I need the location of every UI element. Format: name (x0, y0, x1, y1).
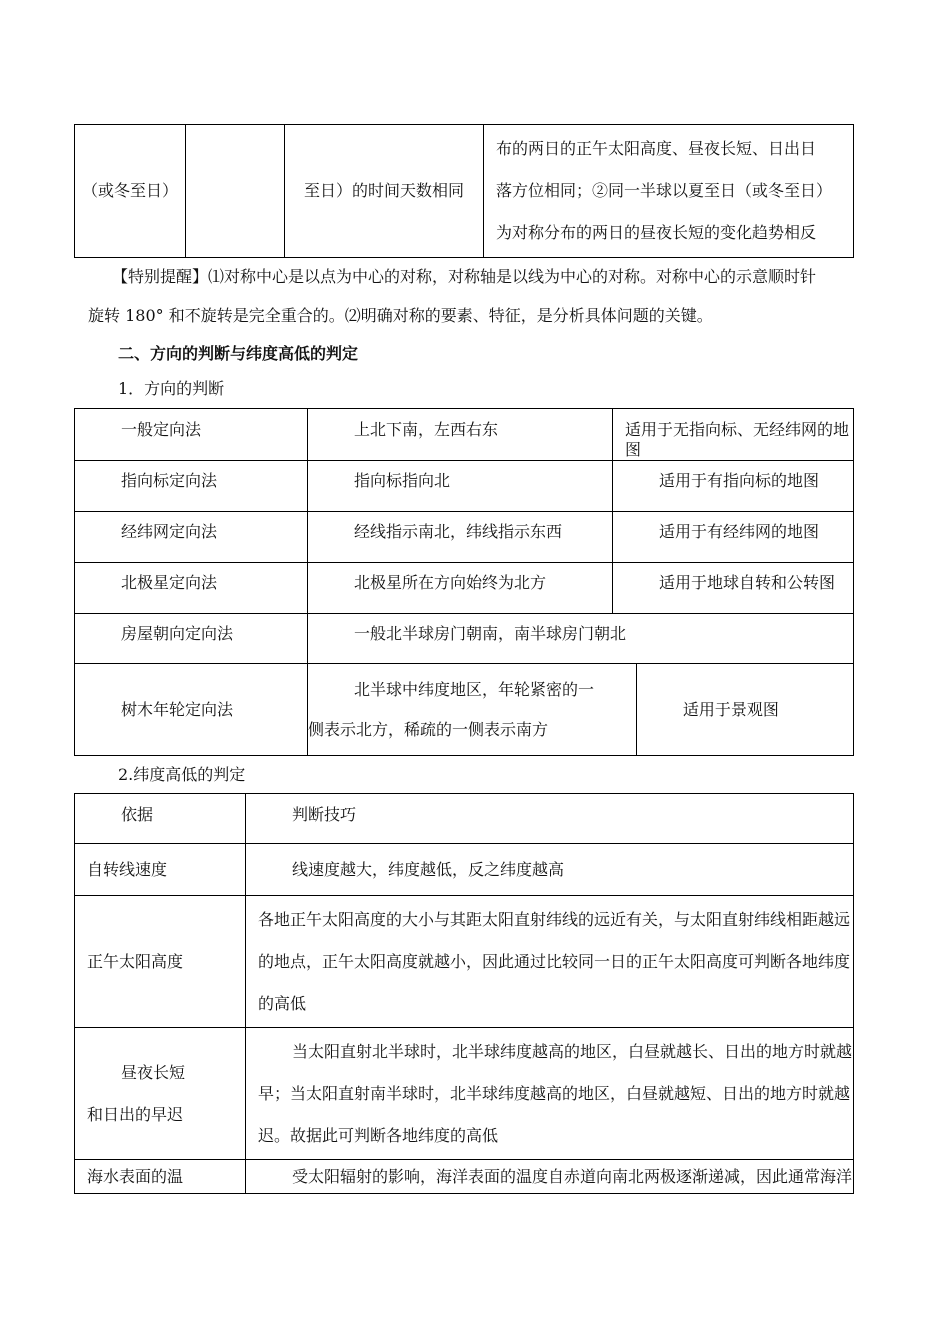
scope-cell (613, 409, 854, 461)
symmetry-cell-empty (186, 125, 285, 258)
cell-text: 上北下南，左西右东 (354, 420, 499, 439)
symmetry-cell-description (484, 125, 854, 258)
table-row (75, 512, 854, 563)
cell-text: 适用于有经纬网的地图 (659, 522, 820, 541)
scope-cell (613, 461, 854, 512)
symmetry-cell-days (285, 125, 484, 258)
method-cell (75, 664, 308, 756)
method-cell (75, 614, 308, 664)
basis-line: 昼夜长短 (121, 1062, 186, 1082)
table-row (75, 614, 854, 664)
method-cell (75, 461, 308, 512)
cell-text: 北极星所在方向始终为北方 (354, 573, 547, 592)
cell-text: 适用于无指向标、无经纬网的地图 (625, 420, 850, 459)
basis-cell (75, 844, 246, 896)
subsection-heading-latitude: 2.纬度高低的判定 (118, 765, 246, 784)
cell-text: 受太阳辐射的影响，海洋表面的温度自赤道向南北两极逐渐递减，因此通常海洋 (292, 1166, 853, 1186)
cell-text: 树木年轮定向法 (121, 699, 234, 719)
cell-text: 判断技巧 (292, 805, 357, 824)
technique-cell (246, 844, 854, 896)
table-row (75, 1028, 854, 1160)
cell-text: 正午太阳高度 (87, 951, 184, 971)
scope-cell (613, 563, 854, 614)
direction-method-table (74, 408, 854, 756)
description-line: 为对称分布的两日的昼夜长短的变化趋势相反 (496, 223, 817, 242)
basis-cell (75, 896, 246, 1028)
cell-text: 一般定向法 (121, 420, 202, 439)
technique-line: 各地正午太阳高度的大小与其距太阳直射纬线的远近有关，与太阳直射纬线相距越远 (258, 909, 851, 929)
basis-line: 和日出的早迟 (87, 1104, 184, 1124)
basis-cell (75, 1160, 246, 1194)
table-row (75, 1160, 854, 1194)
cell-text: 线速度越大，纬度越低，反之纬度越高 (292, 859, 565, 879)
cell-text: 经纬网定向法 (121, 522, 218, 541)
cell-text: 适用于景观图 (682, 699, 779, 719)
method-cell (75, 512, 308, 563)
latitude-judgment-table (74, 793, 854, 1194)
symmetry-table-continuation (74, 124, 854, 258)
technique-line: 当太阳直射北半球时，北半球纬度越高的地区，白昼就越长、日出的地方时就越 (292, 1041, 853, 1061)
cell-text: 房屋朝向定向法 (121, 624, 234, 643)
special-reminder-line-1: 【特别提醒】⑴对称中心是以点为中心的对称，对称轴是以线为中心的对称。对称中心的示意顺时针 (112, 267, 817, 286)
cell-text: 至日）的时间天数相同 (303, 181, 464, 200)
symmetry-cell-date (75, 125, 186, 258)
cell-text: 指向标定向法 (121, 471, 218, 490)
section-heading: 二、方向的判断与纬度高低的判定 (118, 344, 359, 363)
cell-text: 指向标指向北 (354, 471, 451, 490)
cell-text: 海水表面的温 (87, 1166, 184, 1186)
header-technique (246, 794, 854, 844)
cell-text: （或冬至日） (81, 181, 178, 200)
rule-line: 北半球中纬度地区，年轮紧密的一 (354, 679, 595, 699)
cell-text: 经线指示南北，纬线指示东西 (354, 522, 563, 541)
description-line: 落方位相同；②同一半球以夏至日（或冬至日） (496, 181, 833, 200)
cell-text: 一般北半球房门朝南，南半球房门朝北 (354, 624, 627, 643)
rule-cell (308, 563, 613, 614)
rule-cell (308, 461, 613, 512)
header-basis (75, 794, 246, 844)
technique-line: 迟。故据此可判断各地纬度的高低 (258, 1125, 499, 1145)
technique-cell (246, 1028, 854, 1160)
rule-cell (308, 614, 854, 664)
cell-text: 依据 (121, 805, 154, 824)
table-header-row (75, 794, 854, 844)
cell-text: 适用于地球自转和公转图 (659, 573, 836, 592)
technique-line: 的地点，正午太阳高度就越小，因此通过比较同一日的正午太阳高度可判断各地纬度 (258, 951, 851, 971)
method-cell (75, 563, 308, 614)
rule-line: 侧表示北方，稀疏的一侧表示南方 (308, 719, 549, 739)
table-row (75, 461, 854, 512)
scope-cell (636, 664, 853, 756)
table-row (75, 664, 854, 756)
special-reminder-line-2: 旋转 180° 和不旋转是完全重合的。⑵明确对称的要素、特征，是分析具体问题的关键。 (88, 306, 713, 325)
table-row (75, 896, 854, 1028)
technique-line: 早；当太阳直射南半球时，北半球纬度越高的地区，白昼就越短、日出的地方时就越 (258, 1083, 851, 1103)
cell-text: 适用于有指向标的地图 (659, 471, 820, 490)
subsection-heading-direction: 1．方向的判断 (118, 379, 225, 398)
rule-cell (308, 409, 613, 461)
rule-cell (308, 664, 637, 756)
technique-cell (246, 896, 854, 1028)
table-row (75, 563, 854, 614)
table-row (75, 409, 854, 461)
rule-cell (308, 512, 613, 563)
basis-cell (75, 1028, 246, 1160)
description-line: 布的两日的正午太阳高度、昼夜长短、日出日 (496, 139, 817, 158)
scope-cell (613, 512, 854, 563)
cell-text: 自转线速度 (87, 859, 168, 879)
technique-cell (246, 1160, 854, 1194)
method-cell (75, 409, 308, 461)
technique-line: 的高低 (258, 993, 307, 1013)
table-row (75, 844, 854, 896)
cell-text: 北极星定向法 (121, 573, 218, 592)
